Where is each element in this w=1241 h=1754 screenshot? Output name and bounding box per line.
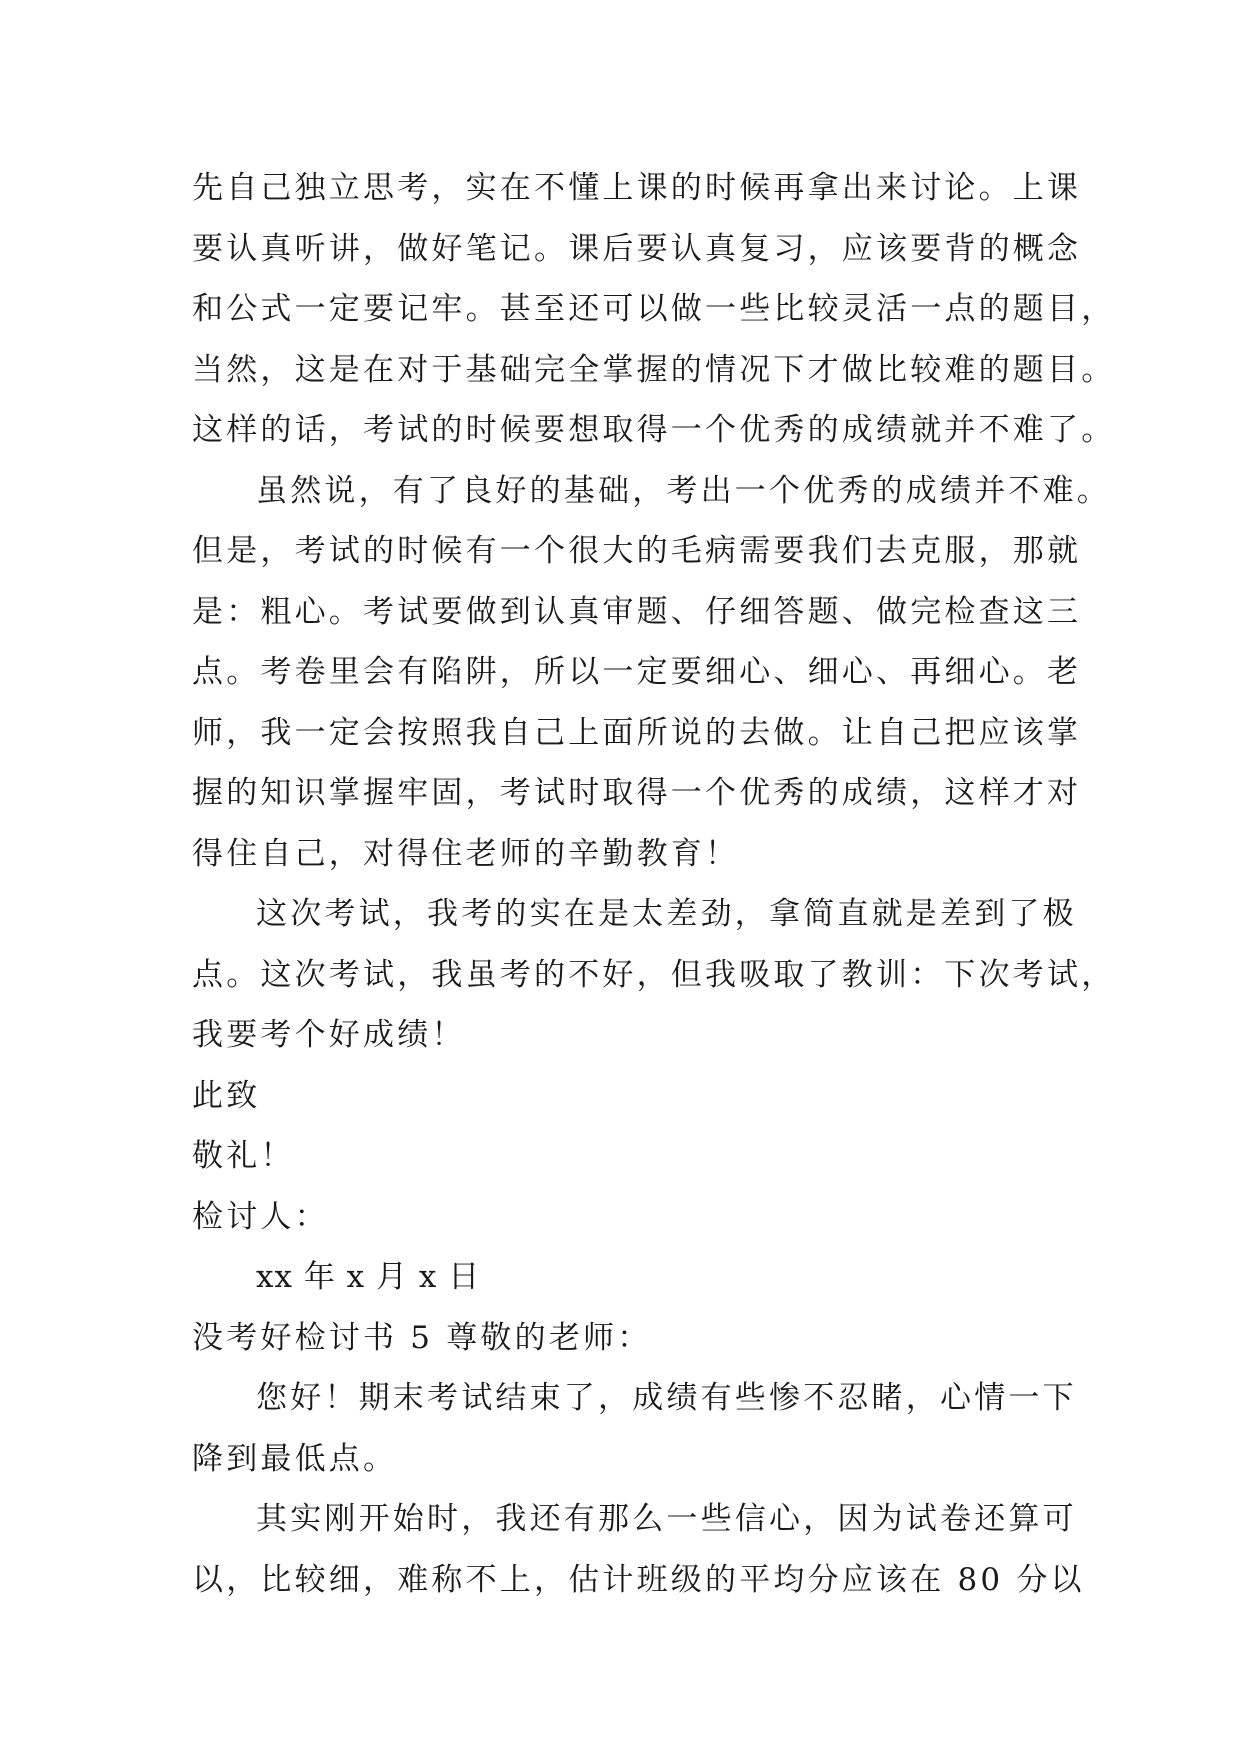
text-line-13: 这次考试，我考的实在是太差劲，拿简直就是差到了极 <box>256 896 1077 932</box>
text-line-3: 和公式一定要记牢。甚至还可以做一些比较灵活一点的题目， <box>192 291 1116 327</box>
text-line-1: 先自己独立思考，实在不懂上课的时候再拿出来讨论。上课 <box>192 170 1082 206</box>
text-line-5: 这样的话，考试的时候要想取得一个优秀的成绩就并不难了。 <box>192 412 1116 448</box>
text-line-15: 我要考个好成绩！ <box>192 1017 466 1053</box>
text-line-12: 得住自己，对得住老师的辛勤教育！ <box>192 835 740 872</box>
text-line-10: 师，我一定会按照我自己上面所说的去做。让自己把应该掌 <box>192 714 1082 751</box>
text-line-11: 握的知识掌握牢固，考试时取得一个优秀的成绩，这样才对 <box>192 775 1082 811</box>
text-line-4: 当然，这是在对于基础完全掌握的情况下才做比较难的题目。 <box>192 351 1116 388</box>
text-line-2: 要认真听讲，做好笔记。课后要认真复习，应该要背的概念 <box>192 230 1082 267</box>
text-line-14: 点。这次考试，我虽考的不好，但我吸取了教训：下次考试， <box>192 956 1116 993</box>
text-line-23: 其实刚开始时，我还有那么一些信心，因为试卷还算可 <box>256 1501 1077 1537</box>
section-heading: 没考好检讨书 5 尊敬的老师： <box>192 1319 652 1356</box>
document-body <box>192 158 1116 1610</box>
closing-salutation: 此致 <box>192 1077 261 1114</box>
signature-label: 检讨人： <box>192 1198 329 1235</box>
text-line-9: 点。考卷里会有陷阱，所以一定要细心、细心、再细心。老 <box>192 654 1082 690</box>
text-line-7: 但是，考试的时候有一个很大的毛病需要我们去克服，那就 <box>192 533 1082 569</box>
text-line-8: 是：粗心。考试要做到认真审题、仔细答题、做完检查这三 <box>192 593 1082 630</box>
closing-regards: 敬礼！ <box>192 1138 295 1174</box>
text-line-6: 虽然说，有了良好的基础，考出一个优秀的成绩并不难。 <box>256 472 1111 509</box>
date-line: xx 年 x 月 x 日 <box>256 1259 481 1295</box>
text-line-24: 以，比较细，难称不上，估计班级的平均分应该在 80 分以 <box>192 1561 1085 1598</box>
text-line-21: 您好！期末考试结束了，成绩有些惨不忍睹，心情一下 <box>256 1380 1077 1416</box>
text-line-22: 降到最低点。 <box>192 1440 398 1477</box>
